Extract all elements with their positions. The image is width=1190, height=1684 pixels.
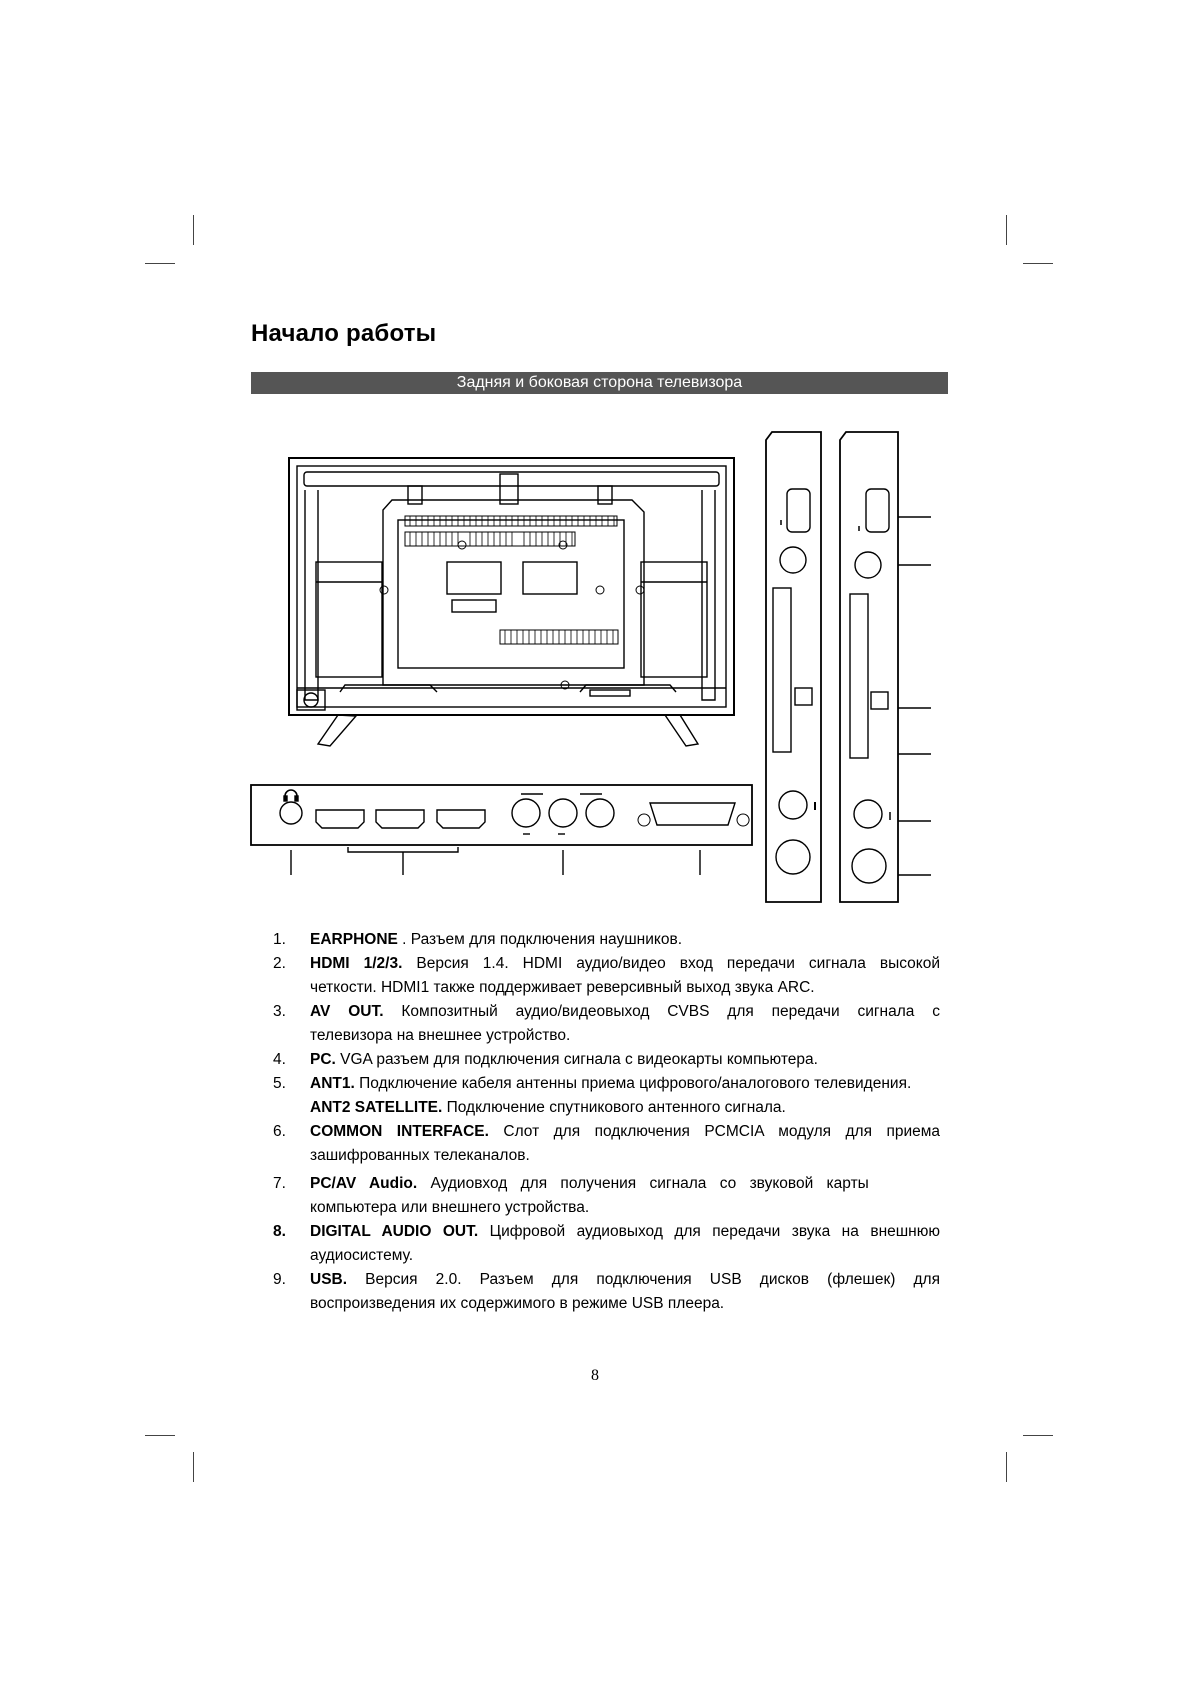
item-text: Подключение кабеля антенны приема цифрового/аналогового телевидения. [354,1075,912,1092]
connector-list [273,928,940,1316]
item-text: Аудиовход для получения сигнала со звуковой карты [417,1175,869,1192]
item-text: четкости. HDMI1 также поддерживает реверсивный выход звука ARC. [310,979,815,996]
item-term: COMMON INTERFACE. [310,1123,489,1140]
item-term: PC/AV Audio. [310,1175,418,1192]
crop-mark [145,1435,175,1436]
bottom-connector-panel [251,785,752,875]
item-line [310,1268,940,1292]
item-term: EARPHONE [310,931,398,948]
crop-mark [1023,1435,1053,1436]
item-text: Цифровой аудиовыход для передачи звука на внешнюю [478,1223,940,1240]
item-line [310,1000,940,1024]
item-line [310,1096,940,1120]
item-number: 3. [273,1003,286,1020]
list-item [273,1048,940,1072]
item-line [310,1144,940,1168]
page-number: 8 [591,1367,599,1384]
crop-mark [1006,1452,1007,1482]
item-term: DIGITAL AUDIO OUT. [310,1223,479,1240]
list-item [273,1172,940,1220]
item-line [310,928,940,952]
side-panel-left [766,432,821,902]
item-line [310,1072,940,1096]
item-text: VGA разъем для подключения сигнала с видеокарты компьютера. [335,1051,818,1068]
item-term: PC. [310,1051,336,1068]
item-text: зашифрованных телеканалов. [310,1147,530,1164]
item-text: аудиосистему. [310,1247,414,1264]
item-line [310,1196,940,1220]
section-header: Задняя и боковая сторона телевизора [251,372,948,394]
item-text: компьютера или внешнего устройства. [310,1199,590,1216]
item-number: 9. [273,1271,286,1288]
item-number: 1. [273,931,286,948]
item-number: 7. [273,1175,286,1192]
list-item [273,1072,940,1120]
item-text: Подключение спутникового антенного сигнала. [442,1099,786,1116]
list-item [273,952,940,1000]
tv-back-view [289,458,734,746]
item-line [310,1292,940,1316]
item-number: 6. [273,1123,286,1140]
list-item [273,1000,940,1048]
item-term: USB. [310,1271,348,1288]
item-line [310,1024,940,1048]
item-number: 8. [273,1223,286,1240]
item-line [310,1172,940,1196]
crop-mark [193,1452,194,1482]
item-line [310,976,940,1000]
item-text: Композитный аудио/видеовыход CVBS для передачи сигнала с [383,1003,940,1020]
side-panel-right [840,432,931,902]
item-number: 4. [273,1051,286,1068]
item-term: AV OUT. [310,1003,384,1020]
list-item [273,928,940,952]
item-line [310,1220,940,1244]
page-title: Начало работы [251,320,437,347]
item-text: Слот для подключения PCMCIA модуля для приема [488,1123,941,1140]
item-text: телевизора на внешнее устройство. [310,1027,571,1044]
list-item [273,1268,940,1316]
item-term: ANT1. [310,1075,355,1092]
item-term: ANT2 SATELLITE. [310,1099,443,1116]
item-text: Версия 1.4. HDMI аудио/видео вход передачи сигнала высокой [402,955,940,972]
item-number: 5. [273,1075,286,1092]
item-text: Версия 2.0. Разъем для подключения USB дисков (флешек) для [347,1271,940,1288]
item-text: . Разъем для подключения наушников. [397,931,683,948]
list-item [273,1120,940,1168]
list-item [273,1220,940,1268]
item-line [310,1120,940,1144]
item-term: HDMI 1/2/3. [310,955,403,972]
item-line [310,1048,940,1072]
item-line [310,952,940,976]
item-number: 2. [273,955,286,972]
item-text: воспроизведения их содержимого в режиме USB плеера. [310,1295,725,1312]
item-line [310,1244,940,1268]
